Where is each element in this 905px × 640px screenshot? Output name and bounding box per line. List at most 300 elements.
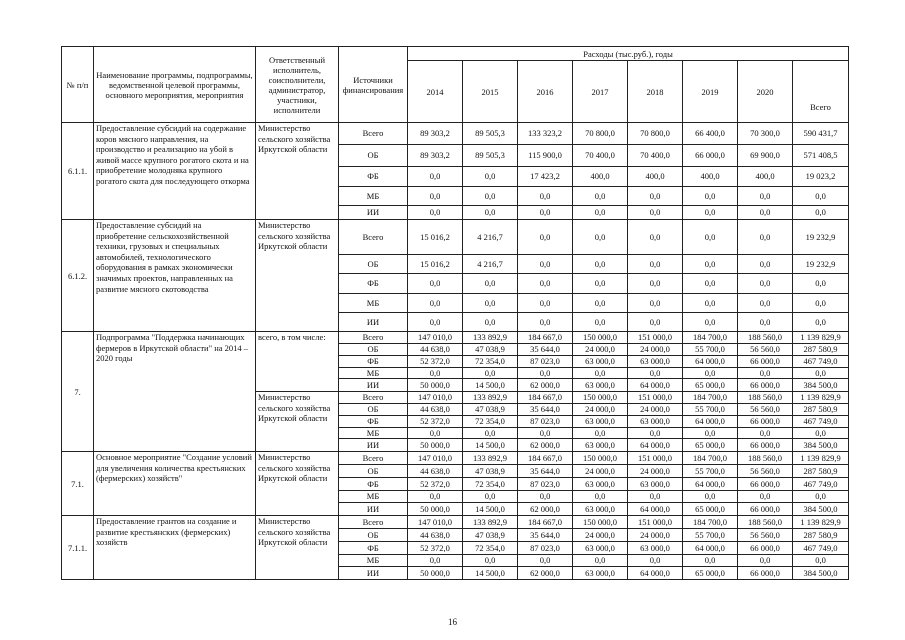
value-cell: 150 000,0 [573,452,628,465]
value-cell: 0,0 [628,274,683,294]
value-cell: 63 000,0 [628,416,683,428]
value-cell: 55 700,0 [683,529,738,542]
total-cell: 590 431,7 [793,123,849,145]
source-cell: МБ [339,491,408,503]
total-cell: 384 500,0 [793,567,849,580]
value-cell: 0,0 [573,220,628,255]
value-cell: 66 000,0 [738,567,793,580]
value-cell: 64 000,0 [683,542,738,555]
total-cell: 0,0 [793,274,849,294]
total-cell: 571 408,5 [793,145,849,167]
source-cell: ФБ [339,356,408,368]
value-cell: 0,0 [518,428,573,439]
table-row [62,332,849,344]
value-cell: 52 372,0 [408,356,463,368]
value-cell: 35 644,0 [518,465,573,478]
source-cell: ИИ [339,313,408,332]
value-cell: 70 400,0 [628,145,683,167]
table-body [62,123,849,580]
value-cell: 64 000,0 [683,478,738,491]
value-cell: 70 800,0 [573,123,628,145]
value-cell: 0,0 [518,491,573,503]
value-cell: 188 560,0 [738,516,793,529]
total-cell: 467 749,0 [793,478,849,491]
total-cell: 0,0 [793,491,849,503]
value-cell: 400,0 [738,167,793,187]
value-cell: 0,0 [683,313,738,332]
total-cell: 1 139 829,9 [793,516,849,529]
value-cell: 72 354,0 [463,542,518,555]
value-cell: 151 000,0 [628,392,683,404]
value-cell: 24 000,0 [573,529,628,542]
value-cell: 62 000,0 [518,379,573,392]
value-cell: 72 354,0 [463,356,518,368]
total-cell: 0,0 [793,294,849,313]
source-cell: ФБ [339,478,408,491]
header-name: Наименование программы, подпрограммы, ведомственной целевой программы, основного мероприятия, мероприятия [94,47,256,123]
value-cell: 0,0 [573,187,628,206]
value-cell: 50 000,0 [408,439,463,452]
table-row [62,516,849,529]
header-year: 2016 [518,61,573,123]
value-cell: 24 000,0 [573,344,628,356]
value-cell: 0,0 [573,274,628,294]
value-cell: 35 644,0 [518,404,573,416]
value-cell: 24 000,0 [628,404,683,416]
row-name: Основное мероприятие "Создание условий для увеличения количества крестьянских (фермерских) хозяйств" [94,452,256,516]
value-cell: 0,0 [628,220,683,255]
value-cell: 133 892,9 [463,452,518,465]
row-code: 7.1. [62,452,94,516]
source-cell: Всего [339,452,408,465]
value-cell: 64 000,0 [628,503,683,516]
value-cell: 115 900,0 [518,145,573,167]
header-total: Всего [793,61,849,123]
total-cell: 287 580,9 [793,465,849,478]
value-cell: 0,0 [518,255,573,274]
total-cell: 19 232,9 [793,220,849,255]
value-cell: 63 000,0 [628,478,683,491]
source-cell: Всего [339,332,408,344]
header-year: 2015 [463,61,518,123]
value-cell: 0,0 [408,274,463,294]
value-cell: 0,0 [518,187,573,206]
value-cell: 0,0 [628,206,683,220]
source-cell: ФБ [339,416,408,428]
total-cell: 1 139 829,9 [793,452,849,465]
value-cell: 66 000,0 [738,478,793,491]
source-cell: Всего [339,123,408,145]
source-cell: МБ [339,187,408,206]
value-cell: 52 372,0 [408,478,463,491]
source-cell: МБ [339,555,408,567]
total-cell: 467 749,0 [793,356,849,368]
value-cell: 0,0 [463,294,518,313]
value-cell: 133 323,2 [518,123,573,145]
value-cell: 44 638,0 [408,404,463,416]
value-cell: 0,0 [628,187,683,206]
source-cell: Всего [339,516,408,529]
value-cell: 0,0 [573,206,628,220]
value-cell: 188 560,0 [738,392,793,404]
value-cell: 0,0 [518,294,573,313]
row-name: Подпрограмма "Поддержка начинающих фермеров в Иркутской области" на 2014 – 2020 годы [94,332,256,452]
value-cell: 47 038,9 [463,404,518,416]
value-cell: 0,0 [573,555,628,567]
source-cell: ИИ [339,503,408,516]
responsible-cell: Министерство сельского хозяйства Иркутской области [256,516,339,580]
value-cell: 0,0 [463,368,518,379]
source-cell: ОБ [339,465,408,478]
total-cell: 467 749,0 [793,416,849,428]
value-cell: 72 354,0 [463,478,518,491]
source-cell: Всего [339,392,408,404]
value-cell: 66 400,0 [683,123,738,145]
value-cell: 0,0 [683,220,738,255]
value-cell: 47 038,9 [463,529,518,542]
value-cell: 151 000,0 [628,516,683,529]
value-cell: 0,0 [408,206,463,220]
value-cell: 24 000,0 [628,465,683,478]
value-cell: 147 010,0 [408,332,463,344]
value-cell: 0,0 [408,167,463,187]
total-cell: 287 580,9 [793,344,849,356]
value-cell: 0,0 [518,206,573,220]
value-cell: 14 500,0 [463,379,518,392]
value-cell: 184 667,0 [518,332,573,344]
value-cell: 0,0 [573,491,628,503]
value-cell: 184 700,0 [683,516,738,529]
value-cell: 56 560,0 [738,344,793,356]
value-cell: 0,0 [628,491,683,503]
value-cell: 66 000,0 [738,503,793,516]
value-cell: 87 023,0 [518,416,573,428]
value-cell: 87 023,0 [518,542,573,555]
value-cell: 55 700,0 [683,465,738,478]
value-cell: 50 000,0 [408,567,463,580]
table-header [62,47,849,123]
value-cell: 52 372,0 [408,416,463,428]
value-cell: 133 892,9 [463,392,518,404]
source-cell: ФБ [339,167,408,187]
header-year: 2020 [738,61,793,123]
value-cell: 0,0 [683,274,738,294]
budget-table [61,46,849,580]
value-cell: 0,0 [463,187,518,206]
value-cell: 0,0 [463,167,518,187]
value-cell: 0,0 [573,368,628,379]
value-cell: 89 303,2 [408,123,463,145]
value-cell: 400,0 [683,167,738,187]
value-cell: 70 400,0 [573,145,628,167]
source-cell: ОБ [339,529,408,542]
value-cell: 62 000,0 [518,567,573,580]
source-cell: ИИ [339,379,408,392]
header-year: 2019 [683,61,738,123]
value-cell: 66 000,0 [738,439,793,452]
value-cell: 151 000,0 [628,332,683,344]
responsible-cell: всего, в том числе: [256,332,339,392]
value-cell: 0,0 [463,491,518,503]
value-cell: 0,0 [463,555,518,567]
source-cell: ИИ [339,206,408,220]
page-number: 16 [448,617,457,627]
value-cell: 0,0 [408,368,463,379]
source-cell: ФБ [339,542,408,555]
value-cell: 14 500,0 [463,567,518,580]
total-cell: 384 500,0 [793,379,849,392]
value-cell: 0,0 [408,294,463,313]
value-cell: 0,0 [573,428,628,439]
value-cell: 0,0 [738,294,793,313]
row-code: 7.1.1. [62,516,94,580]
value-cell: 151 000,0 [628,452,683,465]
table-row [62,220,849,255]
value-cell: 0,0 [573,255,628,274]
total-cell: 0,0 [793,428,849,439]
value-cell: 0,0 [463,428,518,439]
value-cell: 0,0 [408,428,463,439]
total-cell: 19 023,2 [793,167,849,187]
value-cell: 63 000,0 [628,356,683,368]
value-cell: 15 016,2 [408,255,463,274]
value-cell: 72 354,0 [463,416,518,428]
value-cell: 17 423,2 [518,167,573,187]
source-cell: ИИ [339,567,408,580]
total-cell: 0,0 [793,313,849,332]
value-cell: 89 505,3 [463,145,518,167]
value-cell: 35 644,0 [518,344,573,356]
header-year: 2017 [573,61,628,123]
value-cell: 400,0 [573,167,628,187]
value-cell: 35 644,0 [518,529,573,542]
value-cell: 0,0 [628,294,683,313]
value-cell: 63 000,0 [573,478,628,491]
value-cell: 47 038,9 [463,344,518,356]
source-cell: ОБ [339,344,408,356]
value-cell: 24 000,0 [573,404,628,416]
value-cell: 0,0 [408,313,463,332]
value-cell: 184 700,0 [683,452,738,465]
value-cell: 150 000,0 [573,516,628,529]
source-cell: Всего [339,220,408,255]
value-cell: 24 000,0 [628,529,683,542]
value-cell: 69 900,0 [738,145,793,167]
value-cell: 65 000,0 [683,379,738,392]
value-cell: 14 500,0 [463,439,518,452]
value-cell: 400,0 [628,167,683,187]
value-cell: 0,0 [463,206,518,220]
value-cell: 63 000,0 [573,503,628,516]
total-cell: 0,0 [793,368,849,379]
responsible-cell: Министерство сельского хозяйства Иркутской области [256,220,339,332]
value-cell: 63 000,0 [573,379,628,392]
value-cell: 0,0 [738,255,793,274]
responsible-cell: Министерство сельского хозяйства Иркутской области [256,123,339,220]
value-cell: 133 892,9 [463,332,518,344]
header-expenses: Расходы (тыс.руб.), годы [408,47,849,61]
value-cell: 63 000,0 [573,439,628,452]
value-cell: 55 700,0 [683,404,738,416]
value-cell: 147 010,0 [408,516,463,529]
value-cell: 0,0 [738,220,793,255]
responsible-cell: Министерство сельского хозяйства Иркутской области [256,452,339,516]
source-cell: ИИ [339,439,408,452]
value-cell: 4 216,7 [463,220,518,255]
value-cell: 70 300,0 [738,123,793,145]
value-cell: 0,0 [683,206,738,220]
value-cell: 63 000,0 [628,542,683,555]
value-cell: 150 000,0 [573,392,628,404]
total-cell: 384 500,0 [793,503,849,516]
value-cell: 0,0 [628,313,683,332]
value-cell: 89 505,3 [463,123,518,145]
value-cell: 44 638,0 [408,529,463,542]
value-cell: 0,0 [738,206,793,220]
value-cell: 66 000,0 [738,542,793,555]
value-cell: 0,0 [518,368,573,379]
value-cell: 55 700,0 [683,344,738,356]
value-cell: 0,0 [738,274,793,294]
row-code: 7. [62,332,94,452]
value-cell: 0,0 [518,313,573,332]
value-cell: 52 372,0 [408,542,463,555]
value-cell: 62 000,0 [518,439,573,452]
value-cell: 0,0 [628,368,683,379]
value-cell: 0,0 [683,428,738,439]
value-cell: 0,0 [683,368,738,379]
value-cell: 0,0 [683,555,738,567]
total-cell: 0,0 [793,555,849,567]
value-cell: 0,0 [738,368,793,379]
value-cell: 184 667,0 [518,516,573,529]
total-cell: 0,0 [793,187,849,206]
value-cell: 24 000,0 [573,465,628,478]
value-cell: 0,0 [628,428,683,439]
value-cell: 0,0 [573,294,628,313]
responsible-cell: Министерство сельского хозяйства Иркутской области [256,392,339,452]
value-cell: 66 000,0 [738,356,793,368]
value-cell: 56 560,0 [738,465,793,478]
value-cell: 0,0 [408,491,463,503]
value-cell: 64 000,0 [628,439,683,452]
value-cell: 4 216,7 [463,255,518,274]
value-cell: 0,0 [573,313,628,332]
value-cell: 184 667,0 [518,392,573,404]
value-cell: 89 303,2 [408,145,463,167]
row-name: Предоставление грантов на создание и развитие крестьянских (фермерских) хозяйств [94,516,256,580]
value-cell: 188 560,0 [738,332,793,344]
value-cell: 62 000,0 [518,503,573,516]
value-cell: 87 023,0 [518,478,573,491]
value-cell: 63 000,0 [573,416,628,428]
value-cell: 63 000,0 [573,542,628,555]
value-cell: 0,0 [738,428,793,439]
source-cell: ОБ [339,404,408,416]
header-responsible: Ответственный исполнитель, соисполнители, администратор, участники, исполнители [256,47,339,123]
value-cell: 0,0 [628,255,683,274]
value-cell: 64 000,0 [628,567,683,580]
source-cell: МБ [339,294,408,313]
value-cell: 65 000,0 [683,439,738,452]
value-cell: 64 000,0 [683,416,738,428]
total-cell: 287 580,9 [793,529,849,542]
value-cell: 0,0 [518,220,573,255]
value-cell: 0,0 [463,274,518,294]
value-cell: 188 560,0 [738,452,793,465]
table-row [62,123,849,145]
source-cell: МБ [339,428,408,439]
value-cell: 14 500,0 [463,503,518,516]
value-cell: 56 560,0 [738,404,793,416]
value-cell: 0,0 [683,255,738,274]
total-cell: 287 580,9 [793,404,849,416]
value-cell: 133 892,9 [463,516,518,529]
source-cell: ОБ [339,145,408,167]
total-cell: 19 232,9 [793,255,849,274]
value-cell: 87 023,0 [518,356,573,368]
value-cell: 184 700,0 [683,392,738,404]
value-cell: 0,0 [683,491,738,503]
value-cell: 64 000,0 [628,379,683,392]
value-cell: 0,0 [628,555,683,567]
value-cell: 47 038,9 [463,465,518,478]
source-cell: ФБ [339,274,408,294]
value-cell: 150 000,0 [573,332,628,344]
value-cell: 66 000,0 [738,416,793,428]
value-cell: 0,0 [408,555,463,567]
value-cell: 66 000,0 [683,145,738,167]
value-cell: 50 000,0 [408,503,463,516]
value-cell: 44 638,0 [408,344,463,356]
value-cell: 0,0 [738,555,793,567]
value-cell: 184 700,0 [683,332,738,344]
header-sources: Источники финансирования [339,47,408,123]
row-code: 6.1.2. [62,220,94,332]
value-cell: 65 000,0 [683,503,738,516]
value-cell: 0,0 [738,187,793,206]
value-cell: 0,0 [683,294,738,313]
value-cell: 147 010,0 [408,392,463,404]
value-cell: 15 016,2 [408,220,463,255]
value-cell: 147 010,0 [408,452,463,465]
value-cell: 0,0 [518,274,573,294]
value-cell: 64 000,0 [683,356,738,368]
source-cell: МБ [339,368,408,379]
total-cell: 384 500,0 [793,439,849,452]
value-cell: 65 000,0 [683,567,738,580]
total-cell: 1 139 829,9 [793,332,849,344]
value-cell: 70 800,0 [628,123,683,145]
value-cell: 44 638,0 [408,465,463,478]
value-cell: 0,0 [408,187,463,206]
total-cell: 0,0 [793,206,849,220]
table-row [62,452,849,465]
row-code: 6.1.1. [62,123,94,220]
source-cell: ОБ [339,255,408,274]
value-cell: 63 000,0 [573,356,628,368]
value-cell: 0,0 [738,491,793,503]
value-cell: 0,0 [738,313,793,332]
row-name: Предоставление субсидий на содержание коров мясного направления, на производство и реализацию на убой в живой массе крупного рогатого скота и на приобретение молодняка крупного рогатого скота для последующего откорма [94,123,256,220]
value-cell: 56 560,0 [738,529,793,542]
header-year: 2014 [408,61,463,123]
total-cell: 467 749,0 [793,542,849,555]
value-cell: 0,0 [463,313,518,332]
header-year: 2018 [628,61,683,123]
total-cell: 1 139 829,9 [793,392,849,404]
value-cell: 66 000,0 [738,379,793,392]
